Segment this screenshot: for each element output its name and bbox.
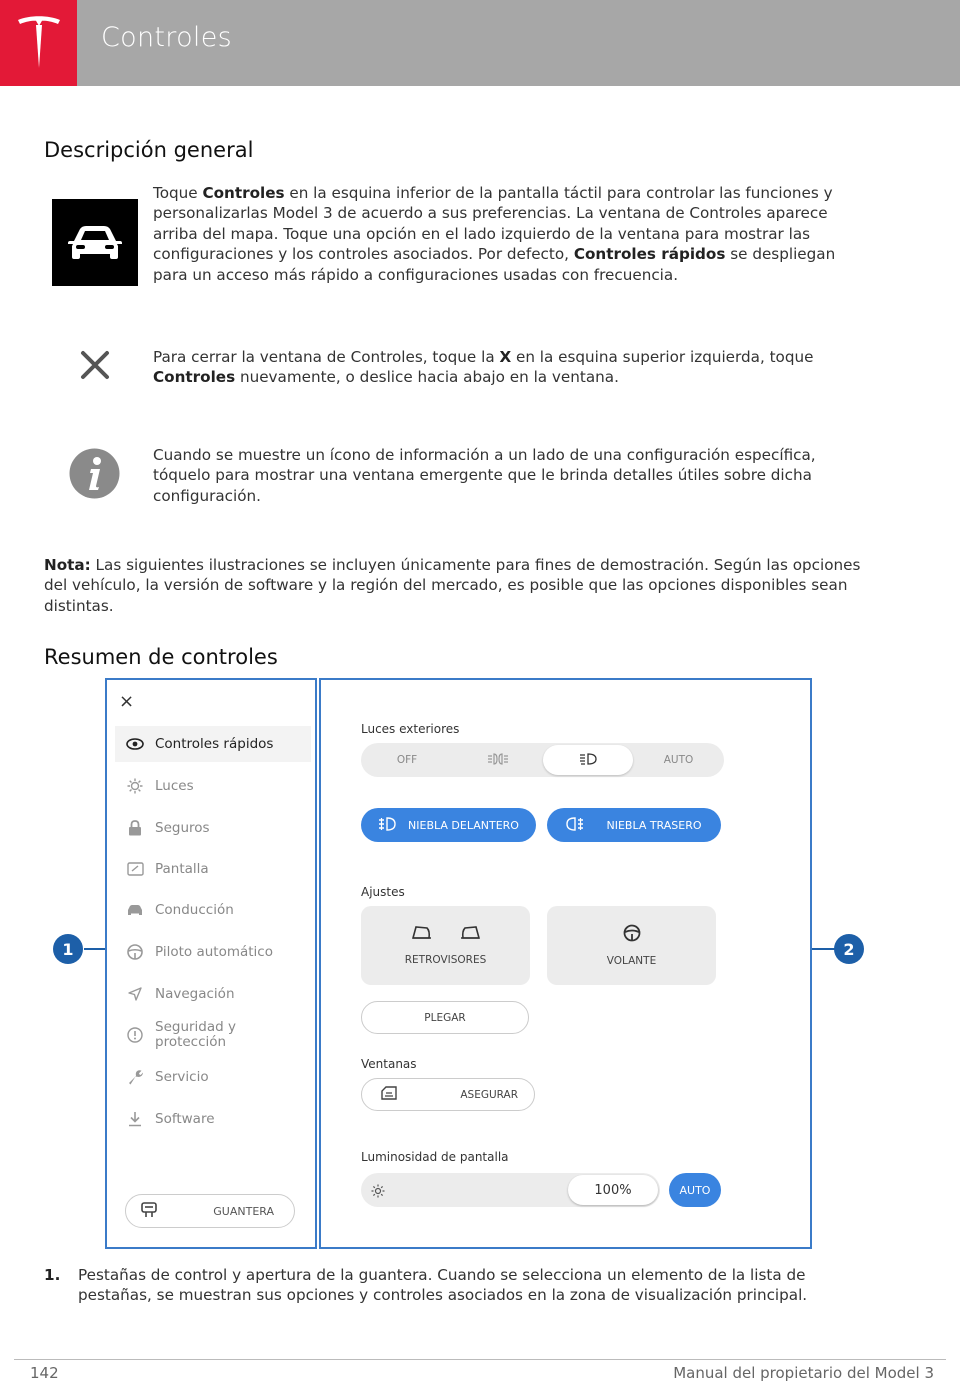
footer-title: Manual del propietario del Model 3 — [673, 1364, 934, 1382]
exterior-lights-selector — [361, 743, 724, 777]
tab-label: Servicio — [155, 1069, 209, 1085]
car-small-icon — [125, 902, 145, 918]
brightness-slider[interactable] — [361, 1173, 660, 1207]
tabs-panel — [105, 678, 317, 1249]
callout-1: 1 — [53, 934, 83, 964]
eye-icon — [125, 736, 145, 752]
close-icon — [76, 346, 114, 384]
tab-servicio[interactable] — [115, 1059, 311, 1095]
info-paragraph: Cuando se muestre un ícono de información a un lado de una configuración específica, tóquelo para mostrar una ventana emergente que le brinda detalles útiles sobre dicha configuración. — [153, 446, 816, 505]
brightness-icon — [371, 1183, 385, 1202]
fog-rear-button[interactable] — [547, 808, 721, 842]
steering-wheel-icon — [623, 924, 641, 945]
fold-mirrors-button[interactable]: PLEGAR — [361, 1001, 529, 1034]
mirrors-button[interactable] — [361, 906, 530, 985]
adjustments-label: Ajustes — [361, 885, 405, 899]
tesla-logo — [0, 0, 77, 86]
list-item-1: Pestañas de control y apertura de la guantera. Cuando se selecciona un elemento de la lista de pestañas, se muestran sus opciones y controles asociados en la zona de visualización principal. — [78, 1266, 808, 1305]
lock-icon — [125, 820, 145, 836]
glovebox-label: GUANTERA — [213, 1204, 274, 1218]
tab-conduccion[interactable] — [115, 892, 311, 928]
light-mode-parking[interactable] — [453, 743, 543, 777]
section-heading-summary: Resumen de controles — [44, 645, 278, 669]
mirrors-label: RETROVISORES — [404, 954, 487, 966]
fog-front-label: NIEBLA DELANTERO — [408, 818, 519, 832]
tab-label: Seguridad y protección — [155, 1019, 236, 1050]
steering-wheel-button[interactable] — [547, 906, 716, 985]
tab-controles-rapidos[interactable] — [115, 726, 311, 762]
wrench-icon — [125, 1069, 145, 1085]
brightness-label: Luminosidad de pantalla — [361, 1150, 509, 1164]
steering-icon — [125, 944, 145, 960]
windows-label: Ventanas — [361, 1057, 417, 1071]
light-mode-off[interactable]: OFF — [396, 754, 418, 766]
tab-navegacion[interactable] — [115, 976, 311, 1012]
light-icon — [125, 778, 145, 794]
glovebox-button[interactable] — [125, 1194, 295, 1228]
secure-label: ASEGURAR — [460, 1088, 518, 1101]
callout-2: 2 — [834, 934, 864, 964]
fog-rear-icon — [566, 817, 584, 834]
tab-label: Piloto automático — [155, 944, 273, 960]
display-icon — [125, 861, 145, 877]
fog-front-icon — [378, 817, 396, 834]
tab-pantalla[interactable] — [115, 851, 311, 887]
fog-front-button[interactable] — [361, 808, 536, 842]
tab-seguridad[interactable] — [115, 1017, 311, 1053]
tab-piloto-automatico[interactable] — [115, 934, 311, 970]
footer-divider — [14, 1359, 946, 1360]
tab-label: Conducción — [155, 902, 234, 918]
fog-rear-label: NIEBLA TRASERO — [606, 818, 702, 832]
brightness-auto-button[interactable]: AUTO — [669, 1173, 721, 1207]
alert-icon — [125, 1027, 145, 1043]
tab-label: Seguros — [155, 820, 210, 836]
tab-label: Luces — [155, 778, 194, 794]
main-display-panel — [319, 678, 812, 1249]
navigation-icon — [125, 986, 145, 1002]
light-mode-auto[interactable]: AUTO — [663, 754, 694, 766]
tesla-logo-icon — [15, 14, 63, 72]
tab-seguros[interactable] — [115, 810, 311, 846]
steering-wheel-label: VOLANTE — [606, 955, 657, 967]
mirrors-icon — [411, 925, 481, 944]
close-button[interactable]: × — [119, 691, 135, 712]
tab-label: Navegación — [155, 986, 235, 1002]
tab-luces[interactable] — [115, 768, 311, 804]
secure-windows-button[interactable] — [361, 1078, 535, 1111]
parking-lights-icon — [487, 753, 509, 768]
tab-software[interactable] — [115, 1101, 311, 1137]
callout-line-2 — [812, 948, 836, 950]
exterior-lights-label: Luces exteriores — [361, 722, 460, 736]
tab-label: Controles rápidos — [155, 736, 274, 752]
brightness-value[interactable]: 100% — [568, 1175, 658, 1205]
callout-line-1 — [84, 948, 106, 950]
headlights-icon — [579, 753, 597, 768]
close-paragraph: Para cerrar la ventana de Controles, toque la X en la esquina superior izquierda, toque Controles nuevamente, o deslice hacia abajo en la ventana. — [153, 348, 814, 387]
list-number-1: 1. — [44, 1266, 61, 1284]
page-number: 142 — [30, 1364, 59, 1382]
tab-label: Software — [155, 1111, 215, 1127]
page-title: Controles — [101, 22, 232, 53]
car-icon — [52, 199, 138, 286]
controls-paragraph: Toque Controles en la esquina inferior de la pantalla táctil para controlar las funciones y personalizarlas Model 3 de acuerdo a sus preferencias. La ventana de Controles aparece arriba del mapa. Toque una opción en el lado izquierdo de la ventana para mostrar las configuraciones y los controles asociados. Por defecto, Controles rápidos se despliegan para un acceso más rápido a configuraciones usadas con frecuencia. — [153, 184, 836, 284]
window-icon — [380, 1085, 398, 1104]
note-paragraph: Nota: Las siguientes ilustraciones se incluyen únicamente para fines de demostración. Según las opciones del vehículo, la versión de software y la región del mercado, es posible que las opciones disponibles sean distintas. — [44, 556, 861, 615]
light-mode-on[interactable] — [543, 745, 633, 775]
info-icon — [69, 448, 120, 499]
page-header — [0, 0, 960, 86]
controls-screenshot — [105, 678, 812, 1249]
download-icon — [125, 1111, 145, 1127]
tab-label: Pantalla — [155, 861, 209, 877]
glovebox-icon — [140, 1201, 158, 1222]
section-heading-overview: Descripción general — [44, 138, 254, 162]
